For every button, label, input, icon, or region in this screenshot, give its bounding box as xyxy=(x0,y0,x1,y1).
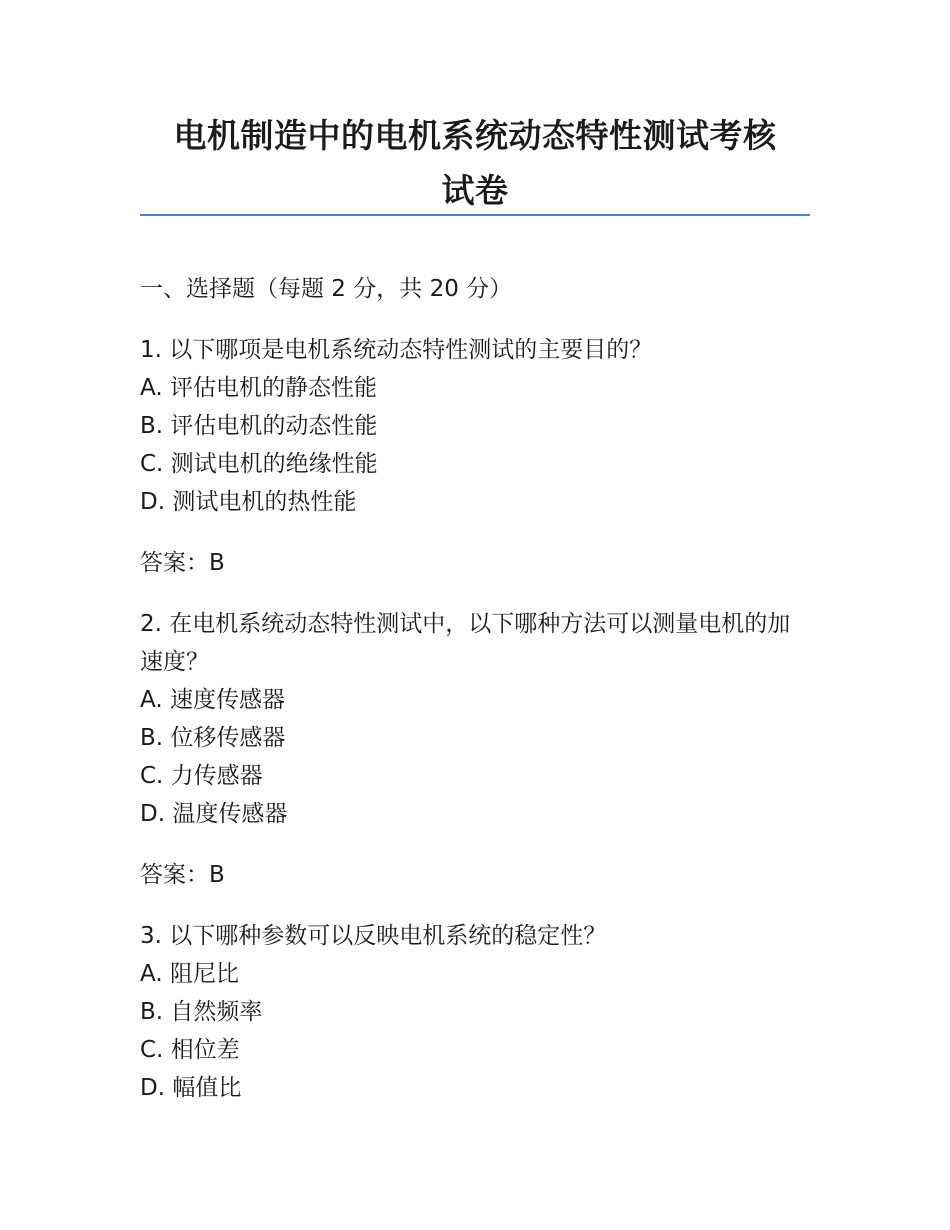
answer-text: 答案：B xyxy=(140,550,225,576)
option-d: D. 幅值比 xyxy=(140,1075,242,1101)
title-line-2: 试卷 xyxy=(441,171,509,210)
question-2 xyxy=(140,605,810,894)
option-c: C. 测试电机的绝缘性能 xyxy=(140,451,378,477)
question-stem: 1. 以下哪项是电机系统动态特性测试的主要目的？ xyxy=(140,337,653,363)
document-title xyxy=(140,108,810,218)
option-a: A. 速度传感器 xyxy=(140,687,285,713)
option-d: D. 温度传感器 xyxy=(140,801,288,827)
option-b: B. 评估电机的动态性能 xyxy=(140,413,378,439)
question-1 xyxy=(140,331,810,582)
option-a: A. 阻尼比 xyxy=(140,961,239,987)
title-divider xyxy=(140,214,810,216)
question-3 xyxy=(140,917,810,1107)
section-heading: 一、选择题（每题 2 分，共 20 分） xyxy=(140,276,513,302)
option-d: D. 测试电机的热性能 xyxy=(140,489,357,515)
question-stem: 3. 以下哪种参数可以反映电机系统的稳定性？ xyxy=(140,923,607,949)
document-body xyxy=(140,270,810,1107)
answer-text: 答案：B xyxy=(140,862,225,888)
option-c: C. 力传感器 xyxy=(140,763,263,789)
option-b: B. 位移传感器 xyxy=(140,725,286,751)
option-c: C. 相位差 xyxy=(140,1037,240,1063)
option-b: B. 自然频率 xyxy=(140,999,263,1025)
title-line-1: 电机制造中的电机系统动态特性测试考核 xyxy=(173,116,777,155)
option-a: A. 评估电机的静态性能 xyxy=(140,375,377,401)
question-stem: 2. 在电机系统动态特性测试中，以下哪种方法可以测量电机的加速度？ xyxy=(140,611,791,675)
